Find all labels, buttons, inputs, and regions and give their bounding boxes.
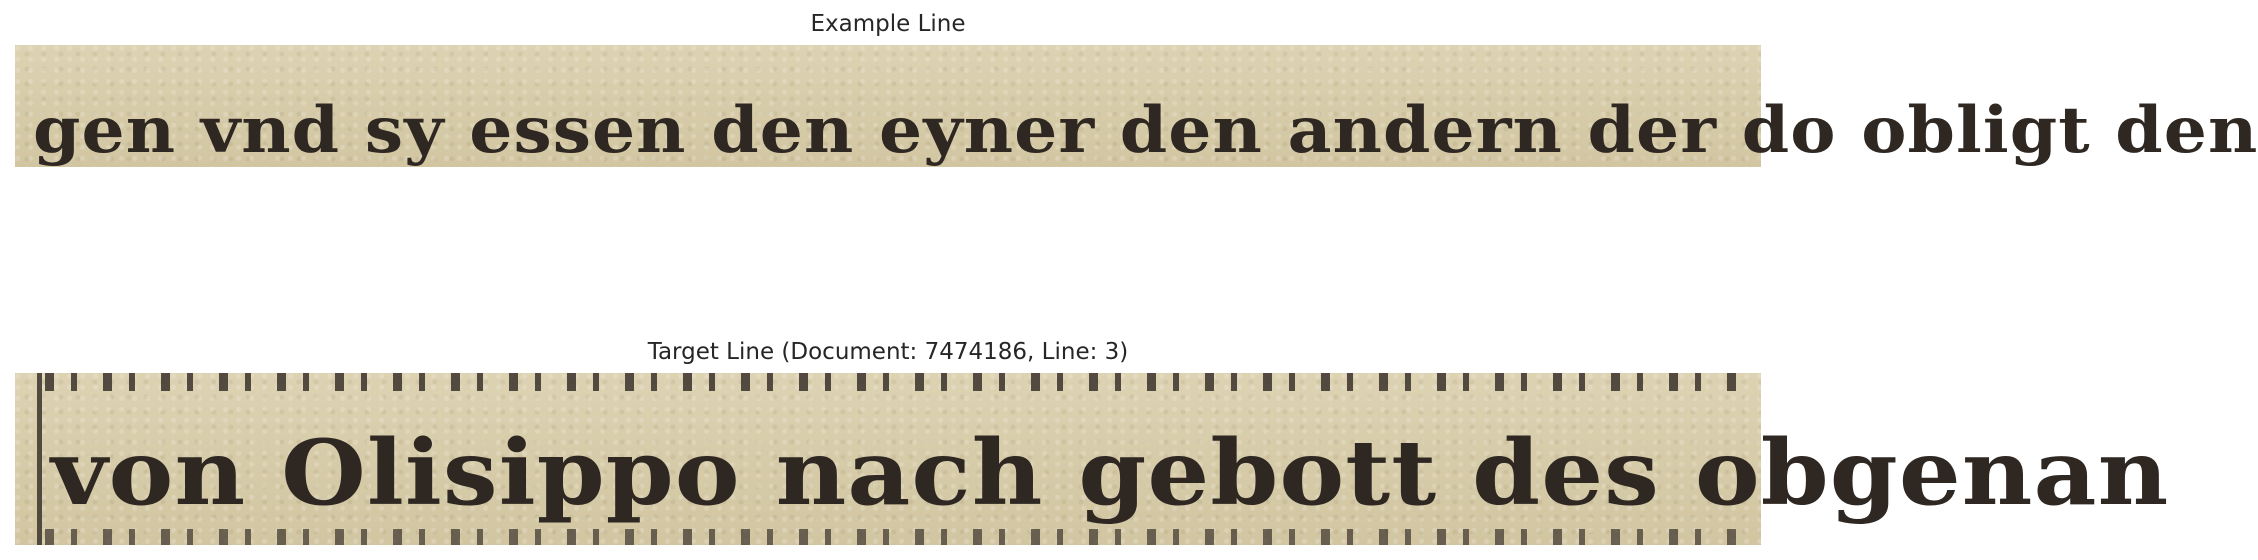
example-line-text: gen vnd sy essen den eyner den andern der do obligt den bbox=[33, 93, 2258, 168]
target-line-image bbox=[15, 373, 2170, 545]
target-line-title: Target Line (Document: 7474186, Line: 3) bbox=[647, 339, 1129, 365]
example-line-image bbox=[15, 45, 2258, 168]
previous-line-fragment bbox=[45, 373, 1745, 391]
next-line-fragment bbox=[45, 529, 1745, 545]
target-line-text: von Olisippo nach gebott des obgenan bbox=[51, 420, 2170, 526]
example-line-title: Example Line bbox=[810, 11, 966, 37]
margin-rule bbox=[37, 373, 42, 545]
